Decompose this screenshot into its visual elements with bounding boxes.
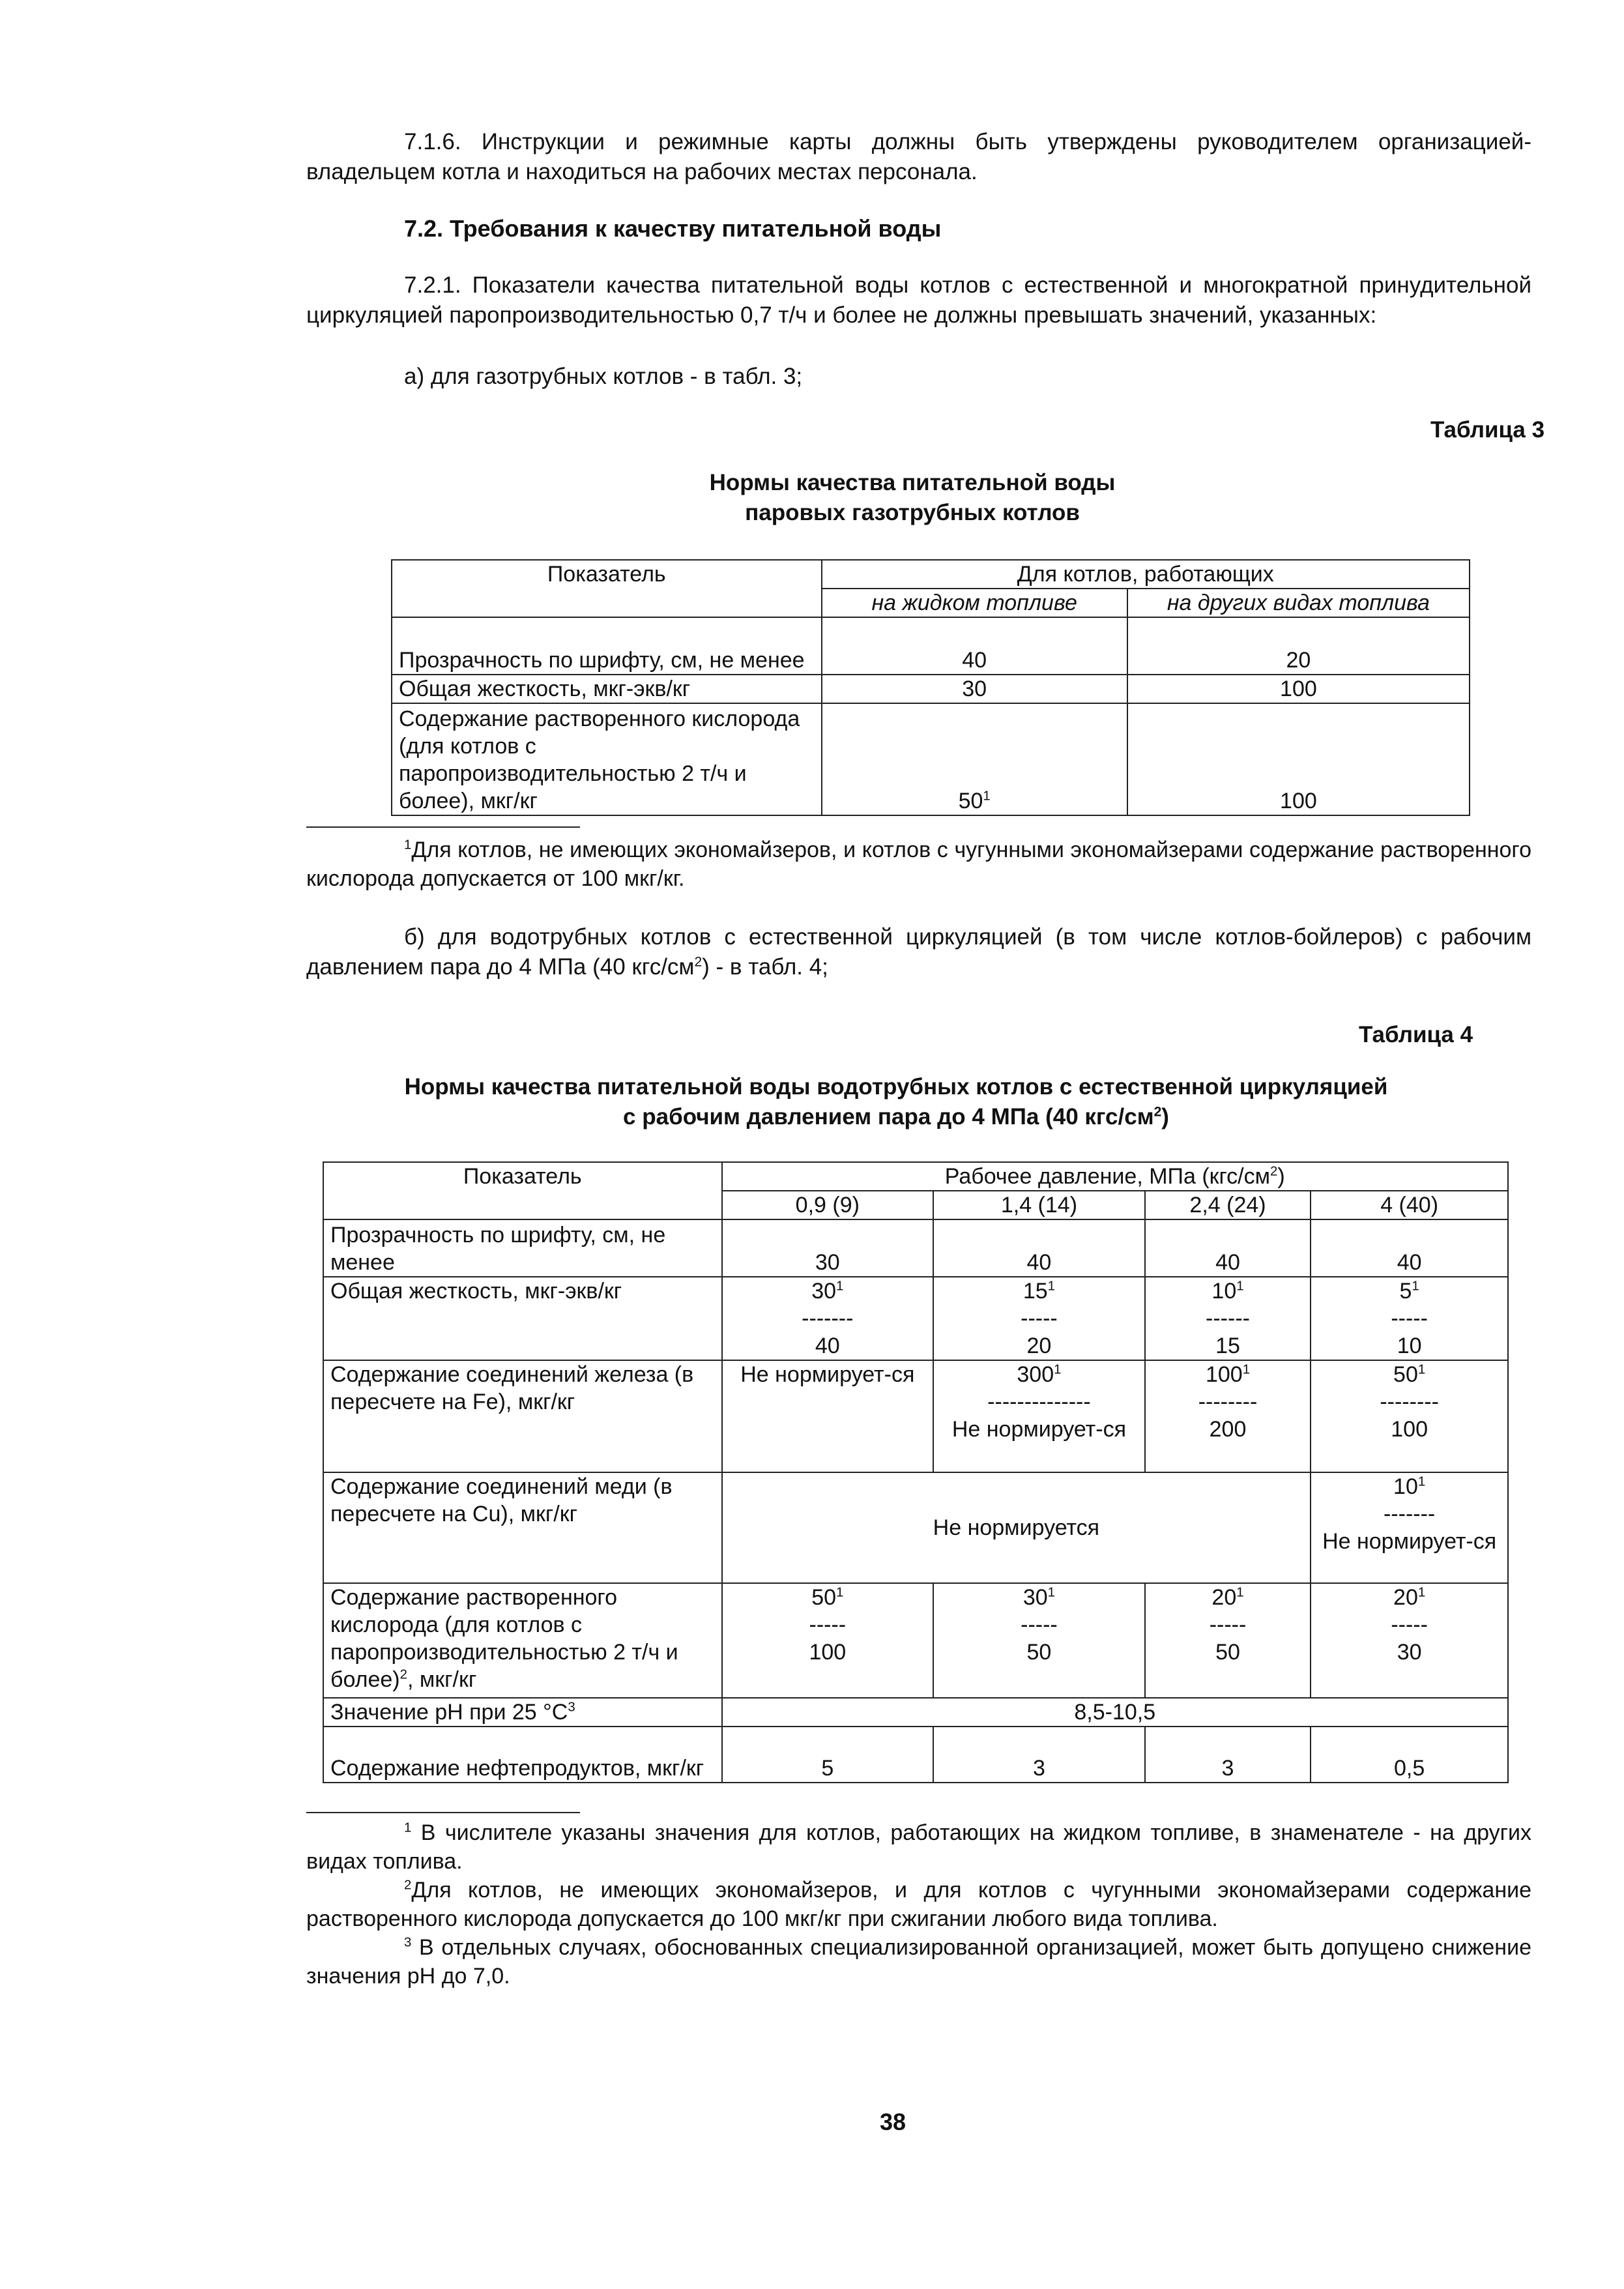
table4-row-param: Содержание нефтепродуктов, мкг/кг xyxy=(323,1727,722,1783)
footnote-text: В числителе указаны значения для котлов, работающих на жидком топливе, в знаменателе - на других видах топлива. xyxy=(306,1820,1531,1874)
table4-row-param-text: Содержание растворенного кислорода (для котлов с паропроизводительностью 2 т/ч и более) xyxy=(330,1585,678,1692)
footnote-ref: 1 xyxy=(1054,1362,1062,1377)
fraction-numerator-value: 15 xyxy=(1022,1279,1048,1304)
table4-cell xyxy=(1145,1360,1311,1472)
table4-cell: 40 xyxy=(933,1219,1145,1277)
footnote-ref: 1 xyxy=(836,1279,844,1294)
table4-cell: 40 xyxy=(1145,1219,1311,1277)
table4-footnote-2 xyxy=(306,1876,1531,1933)
table4-row-param xyxy=(323,1583,722,1698)
table4-row-param-text: Значение pH при 25 °C xyxy=(330,1700,568,1725)
table3-header-param: Показатель xyxy=(392,560,822,617)
table4-cell xyxy=(1311,1277,1508,1360)
table3-row-param: Общая жесткость, мкг-экв/кг xyxy=(392,675,822,703)
fraction-numerator-value: 50 xyxy=(811,1585,837,1610)
fraction-denominator: 100 xyxy=(809,1640,847,1665)
table-row xyxy=(323,1583,1508,1698)
fraction-numerator-value: 5 xyxy=(1399,1279,1412,1304)
item-b-tail: ) - в табл. 4; xyxy=(702,954,828,980)
table4-cell xyxy=(722,1277,934,1360)
table4-cell: 40 xyxy=(1311,1219,1508,1277)
fraction-numerator xyxy=(1318,1361,1501,1388)
table3-value: 50 xyxy=(958,789,983,813)
table3-title-line2: паровых газотрубных котлов xyxy=(745,500,1080,525)
table-row xyxy=(323,1277,1508,1360)
table4-cell xyxy=(933,1360,1145,1472)
footnote-ref: 1 xyxy=(1236,1279,1244,1294)
fraction-numerator-value: 30 xyxy=(811,1279,837,1304)
fraction-denominator: 50 xyxy=(1215,1640,1240,1665)
table4-row-param: Содержание соединений железа (в пересчете на Fe), мкг/кг xyxy=(323,1360,722,1472)
table4-row-param-tail: , мкг/кг xyxy=(407,1667,477,1692)
section-heading-7-2: 7.2. Требования к качеству питательной воды xyxy=(404,215,942,242)
table4-header-sup: 2 xyxy=(1270,1164,1278,1179)
table4-footnote-3 xyxy=(306,1933,1531,1990)
footnote-mark: 1 xyxy=(404,1820,412,1835)
table4-cell: 3 xyxy=(1145,1727,1311,1783)
table4-header-tail: ) xyxy=(1277,1164,1285,1189)
paragraph-7-1-6: 7.1.6. Инструкции и режимные карты должны быть утверждены руководителем организацией-владельцем котла и находиться на рабочих местах персонала. xyxy=(306,129,1531,184)
footnote-ref: 1 xyxy=(1242,1362,1251,1377)
table3-row-param: Содержание растворенного кислорода (для котлов с паропроизводительностью 2 т/ч и более), мкг/кг xyxy=(392,703,822,815)
table3-row-param: Прозрачность по шрифту, см, не менее xyxy=(392,617,822,675)
table4-cell-merged: 8,5-10,5 xyxy=(722,1698,1509,1727)
table4-col-pressure: 4 (40) xyxy=(1311,1191,1508,1219)
fraction-denominator: 50 xyxy=(1026,1640,1052,1665)
table4-cell xyxy=(1311,1583,1508,1698)
table4-col-pressure: 1,4 (14) xyxy=(933,1191,1145,1219)
table4-row-param: Прозрачность по шрифту, см, не менее xyxy=(323,1219,722,1277)
table3-label: Таблица 3 xyxy=(1430,417,1545,443)
table-row xyxy=(323,1727,1508,1783)
table4-cell xyxy=(933,1277,1145,1360)
fraction-dash: ----- xyxy=(1209,1612,1247,1637)
fraction-dash: ----- xyxy=(1391,1306,1428,1331)
item-b-text: б) для водотрубных котлов с естественной циркуляцией (в том числе котлов-бойлеров) с рабочим давлением пара до 4 МПа (40 кгс/см xyxy=(306,924,1531,980)
fraction-dash: -------------- xyxy=(987,1390,1091,1414)
fraction-denominator: 40 xyxy=(815,1334,840,1358)
item-b xyxy=(306,922,1531,982)
footnote-ref: 1 xyxy=(1412,1279,1419,1294)
fraction-numerator xyxy=(940,1361,1138,1388)
table4-title-sup: 2 xyxy=(1153,1104,1162,1120)
footnote-ref: 1 xyxy=(1417,1474,1426,1489)
fraction-denominator: 200 xyxy=(1209,1417,1247,1442)
footnote-ref: 1 xyxy=(1417,1585,1426,1600)
fraction-dash: ----- xyxy=(1021,1612,1058,1637)
table4-title xyxy=(326,1072,1466,1132)
fraction-denominator: Не нормирует-ся xyxy=(1322,1529,1497,1554)
fraction-numerator-value: 20 xyxy=(1211,1585,1237,1610)
table4-cell xyxy=(1311,1472,1508,1583)
item-b-sup: 2 xyxy=(694,954,703,970)
fraction-denominator: 30 xyxy=(1397,1640,1422,1665)
table3-footnote-rule xyxy=(306,826,580,828)
table3-cell-liquid: 40 xyxy=(822,617,1127,675)
fraction-numerator xyxy=(1318,1473,1501,1500)
table4-title-tail: ) xyxy=(1161,1104,1169,1130)
footnote-ref: 1 xyxy=(836,1585,844,1600)
fraction-numerator xyxy=(940,1584,1138,1611)
table3 xyxy=(391,559,1470,816)
footnote-ref: 3 xyxy=(568,1700,575,1715)
table4-row-param xyxy=(323,1698,722,1727)
fraction-numerator xyxy=(729,1584,927,1611)
fraction-numerator-value: 10 xyxy=(1211,1279,1237,1304)
table-row xyxy=(392,675,1470,703)
table4-header-param: Показатель xyxy=(323,1162,722,1219)
table4-footnote-1 xyxy=(306,1818,1531,1876)
fraction-numerator xyxy=(1152,1277,1304,1305)
fraction-dash: ----- xyxy=(1391,1612,1428,1637)
table3-header-group: Для котлов, работающих xyxy=(822,560,1470,589)
fraction-denominator: 15 xyxy=(1215,1334,1240,1358)
table4-cell-merged: Не нормируется xyxy=(722,1472,1311,1583)
fraction-dash: -------- xyxy=(1198,1390,1258,1414)
table4-cell: 3 xyxy=(933,1727,1145,1783)
table4-cell xyxy=(722,1583,934,1698)
paragraph-7-2-1: 7.2.1. Показатели качества питательной воды котлов с естественной и многократной принудительной циркуляцией паропроизводительностью 0,7 т/ч и более не должны превышать значений, указанных: xyxy=(306,272,1531,328)
table4-cell xyxy=(1311,1360,1508,1472)
table-row xyxy=(323,1219,1508,1277)
table-row xyxy=(392,703,1470,815)
table4-col-pressure: 0,9 (9) xyxy=(722,1191,934,1219)
footnote-text: Для котлов, не имеющих экономайзеров, и для котлов с чугунными экономайзерами содержание растворенного кислорода допускается до 100 мкг/кг при сжигании любого вида топлива. xyxy=(306,1878,1531,1931)
table3-footnote xyxy=(306,836,1531,893)
table4-footnote-rule xyxy=(306,1812,580,1813)
fraction-numerator xyxy=(1318,1277,1501,1305)
footnote-mark: 3 xyxy=(404,1935,412,1950)
fraction-denominator: Не нормирует-ся xyxy=(951,1417,1126,1442)
footnote-ref: 1 xyxy=(1047,1279,1056,1294)
fraction-numerator-value: 300 xyxy=(1017,1362,1054,1387)
footnote-ref: 1 xyxy=(1047,1585,1056,1600)
table3-title-line1: Нормы качества питательной воды xyxy=(709,470,1116,495)
fraction-dash: ----- xyxy=(809,1612,847,1637)
table4-footnotes xyxy=(306,1818,1531,1990)
fraction-denominator: 20 xyxy=(1026,1334,1052,1358)
table4-col-pressure: 2,4 (24) xyxy=(1145,1191,1311,1219)
fraction-numerator-value: 20 xyxy=(1393,1585,1418,1610)
table3-cell-other: 100 xyxy=(1127,675,1470,703)
table-row xyxy=(323,1360,1508,1472)
fraction-numerator xyxy=(1318,1584,1501,1611)
item-a: а) для газотрубных котлов - в табл. 3; xyxy=(404,364,803,389)
fraction-dash: ------- xyxy=(802,1306,854,1331)
fraction-numerator xyxy=(729,1277,927,1305)
footnote-text: В отдельных случаях, обоснованных специализированной организацией, может быть допущено снижение значения pH до 7,0. xyxy=(306,1935,1531,1989)
fraction-numerator-value: 100 xyxy=(1205,1362,1243,1387)
footnote-text: Для котлов, не имеющих экономайзеров, и котлов с чугунными экономайзерами содержание растворенного кислорода допускается от 100 мкг/кг. xyxy=(306,838,1531,891)
footnote-ref: 1 xyxy=(983,789,991,804)
table3-col-liquid: на жидком топливе xyxy=(822,589,1127,617)
table4-cell: 5 xyxy=(722,1727,934,1783)
fraction-numerator-value: 30 xyxy=(1022,1585,1048,1610)
page-number: 38 xyxy=(880,2108,906,2135)
table-row xyxy=(323,1698,1508,1727)
table4-cell: Не нормирует-ся xyxy=(722,1360,934,1472)
fraction-dash: ----- xyxy=(1021,1306,1058,1331)
fraction-numerator xyxy=(1152,1584,1304,1611)
fraction-denominator: 10 xyxy=(1397,1334,1422,1358)
table4-title-line1: Нормы качества питательной воды водотрубных котлов с естественной циркуляцией xyxy=(404,1074,1388,1100)
table4 xyxy=(323,1161,1509,1783)
footnote-ref: 2 xyxy=(399,1667,407,1682)
fraction-numerator xyxy=(940,1277,1138,1305)
table4-cell xyxy=(1145,1277,1311,1360)
footnote-mark: 1 xyxy=(404,838,412,853)
table4-title-line2-text: с рабочим давлением пара до 4 МПа (40 кгс/см xyxy=(623,1104,1154,1130)
fraction-dash: ------- xyxy=(1383,1502,1436,1526)
table-row xyxy=(392,617,1470,675)
table4-row-param: Общая жесткость, мкг-экв/кг xyxy=(323,1277,722,1360)
table3-title xyxy=(587,468,1238,528)
table3-cell-other: 100 xyxy=(1127,703,1470,815)
table4-header-group xyxy=(722,1162,1509,1191)
table3-cell-other: 20 xyxy=(1127,617,1470,675)
fraction-numerator-value: 10 xyxy=(1393,1474,1418,1499)
table4-cell: 30 xyxy=(722,1219,934,1277)
table4-cell: 0,5 xyxy=(1311,1727,1508,1783)
fraction-numerator-value: 50 xyxy=(1393,1362,1418,1387)
table4-row-param: Содержание соединений меди (в пересчете на Cu), мкг/кг xyxy=(323,1472,722,1583)
table4-title-line2 xyxy=(326,1102,1466,1132)
footnote-ref: 1 xyxy=(1417,1362,1426,1377)
footnote-ref: 1 xyxy=(1236,1585,1244,1600)
table4-label: Таблица 4 xyxy=(1359,1022,1473,1047)
table3-cell-liquid xyxy=(822,703,1127,815)
table-row xyxy=(323,1472,1508,1583)
footnote-mark: 2 xyxy=(404,1878,412,1893)
table4-cell xyxy=(1145,1583,1311,1698)
table3-cell-liquid: 30 xyxy=(822,675,1127,703)
fraction-denominator: 100 xyxy=(1391,1417,1428,1442)
table4-header-group-text: Рабочее давление, МПа (кгс/см xyxy=(944,1164,1271,1189)
fraction-dash: -------- xyxy=(1380,1390,1439,1414)
table4-cell xyxy=(933,1583,1145,1698)
table3-col-other: на других видах топлива xyxy=(1127,589,1470,617)
fraction-numerator xyxy=(1152,1361,1304,1388)
fraction-dash: ------ xyxy=(1206,1306,1250,1331)
